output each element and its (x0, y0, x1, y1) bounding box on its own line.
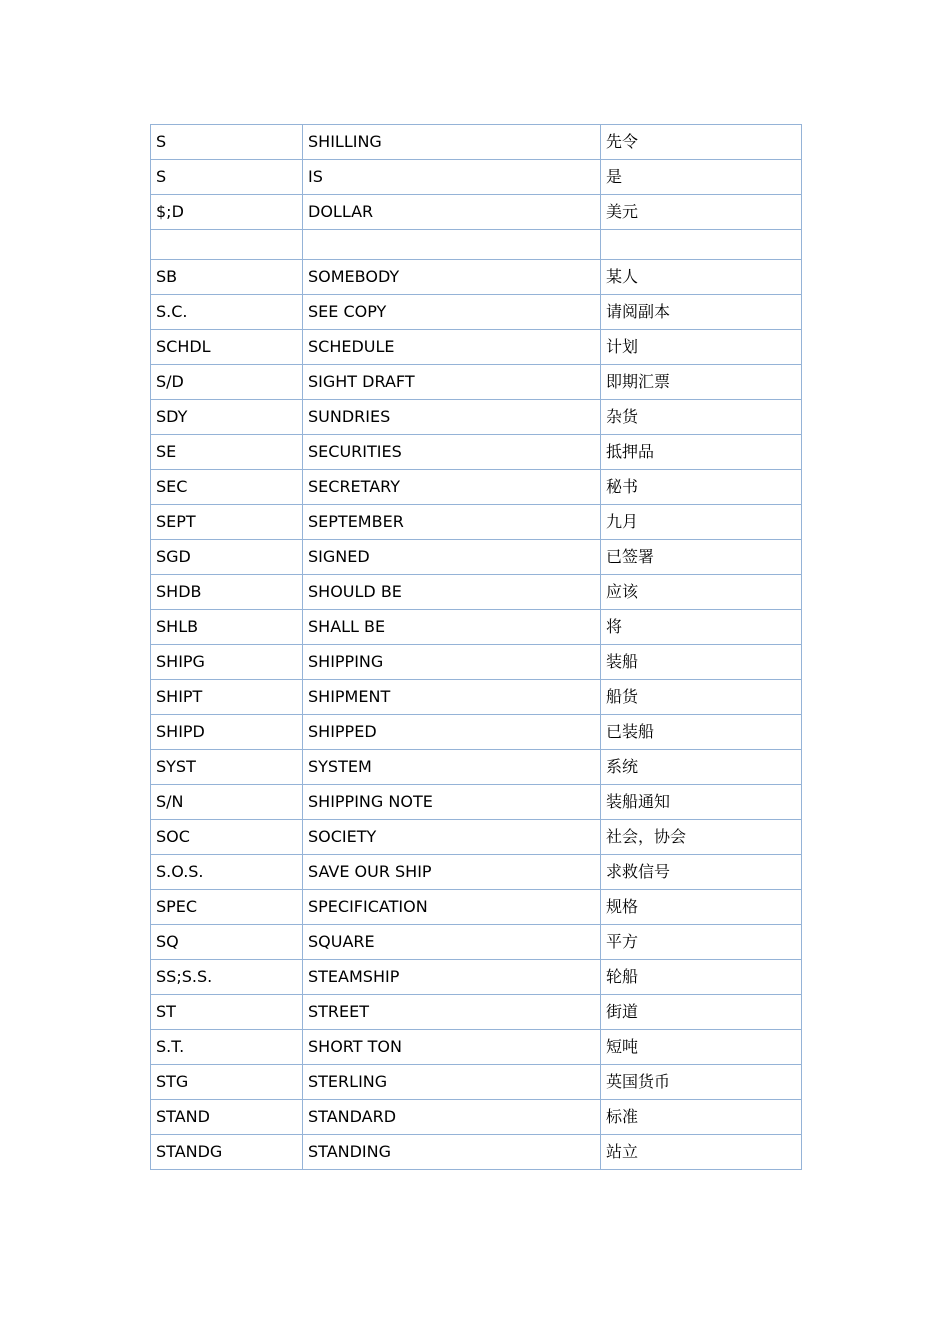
translation-cell: 船货 (601, 680, 802, 715)
abbreviation-cell: SPEC (151, 890, 303, 925)
translation-cell: 英国货币 (601, 1065, 802, 1100)
translation-cell: 即期汇票 (601, 365, 802, 400)
table-row (151, 260, 802, 295)
term-cell: SECRETARY (303, 470, 601, 505)
translation-cell: 社会，协会 (601, 820, 802, 855)
term-cell: SPECIFICATION (303, 890, 601, 925)
term-cell: SOMEBODY (303, 260, 601, 295)
translation-cell: 先令 (601, 125, 802, 160)
abbreviation-cell (151, 230, 303, 260)
translation-cell: 系统 (601, 750, 802, 785)
abbreviation-table-body (151, 125, 802, 1170)
translation-cell: 已装船 (601, 715, 802, 750)
term-cell: STREET (303, 995, 601, 1030)
translation-cell: 街道 (601, 995, 802, 1030)
translation-cell: 美元 (601, 195, 802, 230)
abbreviation-cell: S.T. (151, 1030, 303, 1065)
table-row (151, 1100, 802, 1135)
abbreviation-cell: SHIPT (151, 680, 303, 715)
term-cell: IS (303, 160, 601, 195)
term-cell (303, 230, 601, 260)
term-cell: SCHEDULE (303, 330, 601, 365)
abbreviation-cell: SHIPD (151, 715, 303, 750)
table-row (151, 330, 802, 365)
abbreviation-cell: SYST (151, 750, 303, 785)
abbreviation-cell: STANDG (151, 1135, 303, 1170)
translation-cell: 九月 (601, 505, 802, 540)
term-cell: SHIPPING (303, 645, 601, 680)
table-row (151, 680, 802, 715)
abbreviation-cell: S.C. (151, 295, 303, 330)
abbreviation-cell: SHLB (151, 610, 303, 645)
term-cell: SHORT TON (303, 1030, 601, 1065)
abbreviation-cell: $;D (151, 195, 303, 230)
table-row (151, 750, 802, 785)
abbreviation-cell: S (151, 125, 303, 160)
table-row (151, 295, 802, 330)
term-cell: STANDARD (303, 1100, 601, 1135)
term-cell: STERLING (303, 1065, 601, 1100)
table-row (151, 1065, 802, 1100)
term-cell: SHILLING (303, 125, 601, 160)
term-cell: SOCIETY (303, 820, 601, 855)
translation-cell: 平方 (601, 925, 802, 960)
translation-cell: 计划 (601, 330, 802, 365)
abbreviation-cell: ST (151, 995, 303, 1030)
table-row (151, 505, 802, 540)
abbreviation-cell: S/D (151, 365, 303, 400)
abbreviation-cell: S/N (151, 785, 303, 820)
abbreviation-cell: SOC (151, 820, 303, 855)
translation-cell: 站立 (601, 1135, 802, 1170)
table-row (151, 540, 802, 575)
abbreviation-cell: SEC (151, 470, 303, 505)
abbreviation-cell: SCHDL (151, 330, 303, 365)
abbreviation-cell: STG (151, 1065, 303, 1100)
term-cell: SIGNED (303, 540, 601, 575)
table-row (151, 995, 802, 1030)
term-cell: STEAMSHIP (303, 960, 601, 995)
abbreviation-cell: SB (151, 260, 303, 295)
table-row (151, 365, 802, 400)
abbreviation-cell: SQ (151, 925, 303, 960)
term-cell: SIGHT DRAFT (303, 365, 601, 400)
translation-cell: 抵押品 (601, 435, 802, 470)
translation-cell: 秘书 (601, 470, 802, 505)
table-row-empty (151, 230, 802, 260)
table-row (151, 820, 802, 855)
translation-cell: 是 (601, 160, 802, 195)
table-row (151, 195, 802, 230)
table-row (151, 645, 802, 680)
table-row (151, 925, 802, 960)
abbreviation-table (150, 124, 802, 1170)
term-cell: SYSTEM (303, 750, 601, 785)
table-row (151, 575, 802, 610)
abbreviation-cell: SHDB (151, 575, 303, 610)
translation-cell: 标准 (601, 1100, 802, 1135)
translation-cell: 装船 (601, 645, 802, 680)
term-cell: SHOULD BE (303, 575, 601, 610)
term-cell: STANDING (303, 1135, 601, 1170)
term-cell: SUNDRIES (303, 400, 601, 435)
abbreviation-cell: SEPT (151, 505, 303, 540)
translation-cell: 短吨 (601, 1030, 802, 1065)
translation-cell: 将 (601, 610, 802, 645)
translation-cell: 已签署 (601, 540, 802, 575)
table-row (151, 855, 802, 890)
term-cell: DOLLAR (303, 195, 601, 230)
translation-cell: 应该 (601, 575, 802, 610)
abbreviation-cell: SGD (151, 540, 303, 575)
term-cell: SQUARE (303, 925, 601, 960)
table-row (151, 160, 802, 195)
abbreviation-cell: S (151, 160, 303, 195)
table-row (151, 715, 802, 750)
translation-cell: 请阅副本 (601, 295, 802, 330)
table-row (151, 890, 802, 925)
abbreviation-cell: STAND (151, 1100, 303, 1135)
abbreviation-cell: SDY (151, 400, 303, 435)
term-cell: SEE COPY (303, 295, 601, 330)
term-cell: SHIPPING NOTE (303, 785, 601, 820)
translation-cell: 某人 (601, 260, 802, 295)
table-row (151, 785, 802, 820)
table-row (151, 400, 802, 435)
translation-cell: 求救信号 (601, 855, 802, 890)
table-row (151, 125, 802, 160)
translation-cell: 杂货 (601, 400, 802, 435)
term-cell: SHIPPED (303, 715, 601, 750)
translation-cell: 轮船 (601, 960, 802, 995)
translation-cell: 规格 (601, 890, 802, 925)
table-row (151, 1135, 802, 1170)
table-row (151, 610, 802, 645)
abbreviation-cell: S.O.S. (151, 855, 303, 890)
table-row (151, 960, 802, 995)
table-row (151, 435, 802, 470)
abbreviation-cell: SS;S.S. (151, 960, 303, 995)
term-cell: SEPTEMBER (303, 505, 601, 540)
abbreviation-cell: SE (151, 435, 303, 470)
table-row (151, 1030, 802, 1065)
term-cell: SHALL BE (303, 610, 601, 645)
table-row (151, 470, 802, 505)
term-cell: SECURITIES (303, 435, 601, 470)
abbreviation-cell: SHIPG (151, 645, 303, 680)
translation-cell (601, 230, 802, 260)
term-cell: SAVE OUR SHIP (303, 855, 601, 890)
translation-cell: 装船通知 (601, 785, 802, 820)
term-cell: SHIPMENT (303, 680, 601, 715)
